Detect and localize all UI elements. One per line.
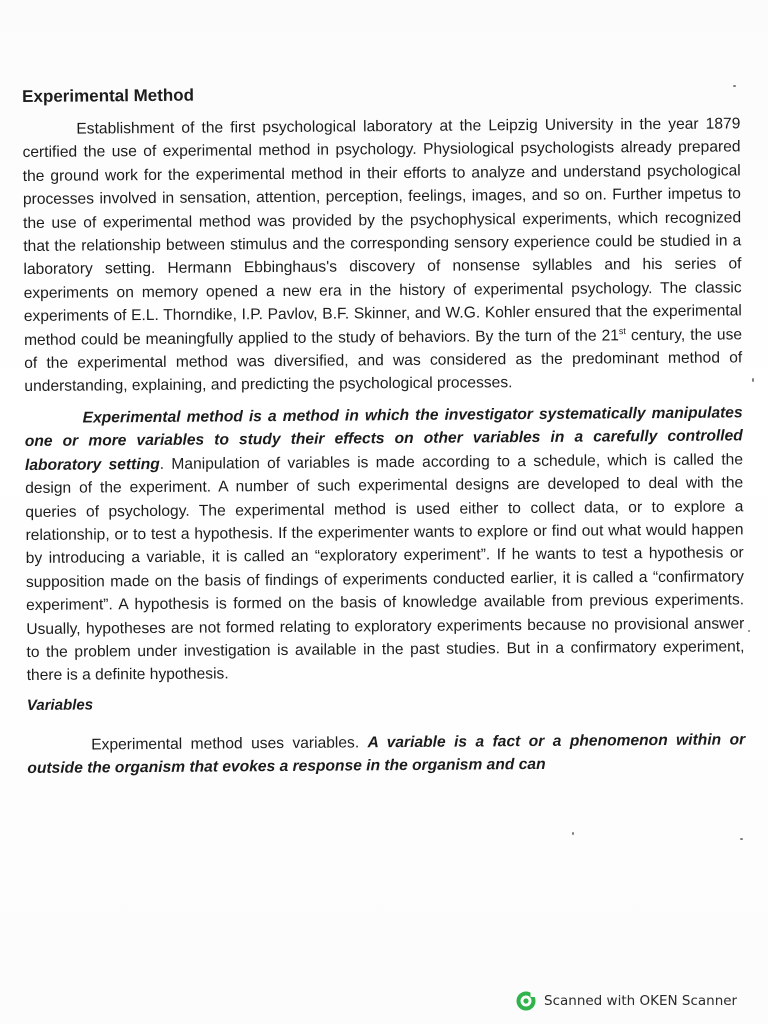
definition-bold-text: Experimental method is a method in which the investigator systematically manipulates one or more variables to study their effects on other variables in a carefully controlled laboratory setting: [24, 404, 743, 474]
paragraph-history: [22, 112, 742, 399]
variables-subheading: Variables: [26, 696, 94, 714]
ordinal-suffix: st: [618, 325, 626, 336]
paragraph-history-end: century, the use of the experimental method was diversified, and was considered as the predominant method of understanding, explaining, and predicting the psychological processes.: [24, 326, 743, 396]
variable-definition-bold-text: A variable is a fact or a phenomenon within or outside the organism that evokes a response in the organism and can: [27, 731, 746, 778]
definition-rest-text: . Manipulation of variables is made according to a schedule, which is called the design of the experiment. A number of such experimental designs are developed to deal with the queries of psychology. The experimental method is used either to collect data, or to explore a relationship, or to test a hypothesis. If the experimenter wants to explore or find out what would happen by introducing a variable, it is called an “exploratory experiment”. If he wants to test a hypothesis or supposition made on the basis of findings of experiments conducted earlier, it is called a “confirmatory experiment”. A hypothesis is formed on the basis of knowledge available from previous experiments. Usually, hypotheses are not formed relating to exploratory experiments because no provisional answer to the problem under investigation is available in the past studies. But in a confirmatory experiment, there is a definite hypothesis.: [25, 451, 745, 685]
scan-speck: [752, 378, 754, 382]
variables-intro-text: Experimental method uses variables.: [91, 734, 368, 754]
document-body: [22, 76, 746, 897]
scan-speck: [733, 85, 736, 87]
scan-speck: [572, 832, 574, 835]
paragraph-variables: [27, 728, 745, 780]
section-heading: Experimental Method: [22, 85, 195, 106]
scan-speck: [740, 838, 743, 840]
paragraph-history-text: Establishment of the first psychological laboratory at the Leipzig University in the year 1879 certified the use of experimental method in psychology. Physiological psychologists already prepared the ground work for the experimental method in their efforts to analyze and understand psychological processes involved in sensation, attention, perception, feelings, images, and so on. Further impetus to the use of experimental method was provided by the psychophysical experiments, which recognized that the relationship between stimulus and the corresponding sensory experience could be studied in a laboratory setting. Hermann Ebbinghaus's discovery of nonsense syllables and his series of experiments on memory opened a new era in the history of experimental psychology. The classic experiments of E.L. Thorndike, I.P. Pavlov, B.F. Skinner, and W.G. Kohler ensured that the experimental method could be meaningfully applied to the study of behaviors. By the turn of the 21: [22, 115, 742, 349]
scan-speck: [748, 630, 750, 632]
oken-scanner-logo-icon: [516, 991, 536, 1011]
paragraph-definition: [25, 401, 745, 688]
scanner-watermark: [516, 990, 737, 1012]
scanner-watermark-text: Scanned with OKEN Scanner: [544, 993, 738, 1009]
